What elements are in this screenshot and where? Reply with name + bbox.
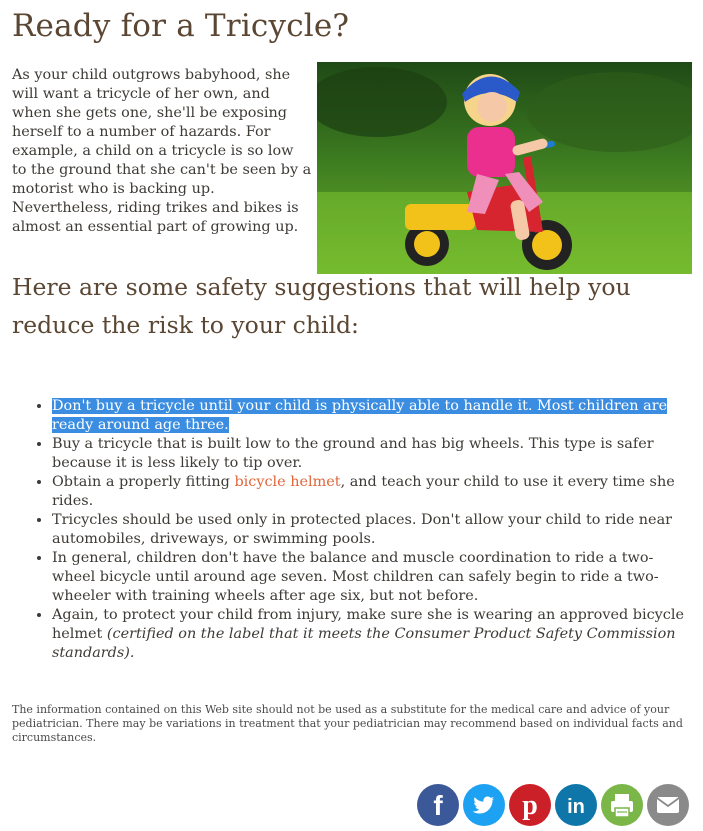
print-icon [601, 784, 643, 826]
tip-text: Buy a tricycle that is built low to the ground and has big wheels. This type is safer because it is less likely to tip over. [52, 436, 654, 471]
linkedin-icon [555, 784, 597, 826]
tip-text: Obtain a properly fitting [52, 474, 235, 490]
tip-text: In general, children don't have the balance and muscle coordination to ride a two-wheel bicycle until around age seven. Most children can safely begin to ride a two-wheeler with training wheels after age six, but not before. [52, 550, 659, 604]
linkedin-share-button[interactable] [555, 784, 597, 826]
print-button[interactable] [601, 784, 643, 826]
tip-text: Again, to protect your child from injury, make sure she is wearing an approved bicycle helmet [52, 607, 684, 642]
safety-subheading: Here are some safety suggestions that will help you reduce the risk to your child: [12, 273, 631, 339]
email-icon [647, 784, 689, 826]
bicycle-helmet-link[interactable]: bicycle helmet [234, 474, 341, 490]
disclaimer: The information contained on this Web site should not be used as a substitute for the medical care and advice of your pediatrician. There may be variations in treatment that your pediatrician may recommend based on individual facts and circumstances. [12, 703, 683, 744]
safety-tips-list [12, 397, 692, 663]
email-share-button[interactable] [647, 784, 689, 826]
list-item [52, 473, 692, 511]
child-on-tricycle-photo [317, 62, 692, 274]
tip-italic-note: (certified on the label that it meets the Consumer Product Safety Commission standards). [52, 626, 676, 661]
list-item [52, 397, 692, 435]
tip-text: Tricycles should be used only in protected places. Don't allow your child to ride near automobiles, driveways, or swimming pools. [52, 512, 673, 547]
twitter-share-button[interactable] [463, 784, 505, 826]
pinterest-icon [509, 784, 551, 826]
twitter-icon [463, 784, 505, 826]
list-item [52, 606, 692, 663]
share-bar [417, 784, 697, 828]
list-item [52, 511, 692, 549]
tip-text: Don't buy a tricycle until your child is physically able to handle it. Most children are ready around age three. [52, 398, 668, 433]
linkedin-glyph: in [567, 796, 585, 818]
intro-paragraph: As your child outgrows babyhood, she will want a tricycle of her own, and when she gets one, she'll be exposing herself to a number of hazards. For example, a child on a tricycle is so low to the ground that she can't be seen by a motorist who is backing up. Nevertheless, riding trikes and bikes is almost an essential part of growing up. [12, 67, 312, 235]
list-item [52, 435, 692, 473]
facebook-glyph: f [433, 790, 443, 821]
list-item [52, 549, 692, 606]
facebook-icon [417, 784, 459, 826]
page-title: Ready for a Tricycle? [12, 8, 350, 44]
tip-text: , and teach your child to use it every time she rides. [52, 474, 675, 509]
pinterest-share-button[interactable] [509, 784, 551, 826]
facebook-share-button[interactable] [417, 784, 459, 826]
pinterest-glyph: p [522, 790, 538, 821]
